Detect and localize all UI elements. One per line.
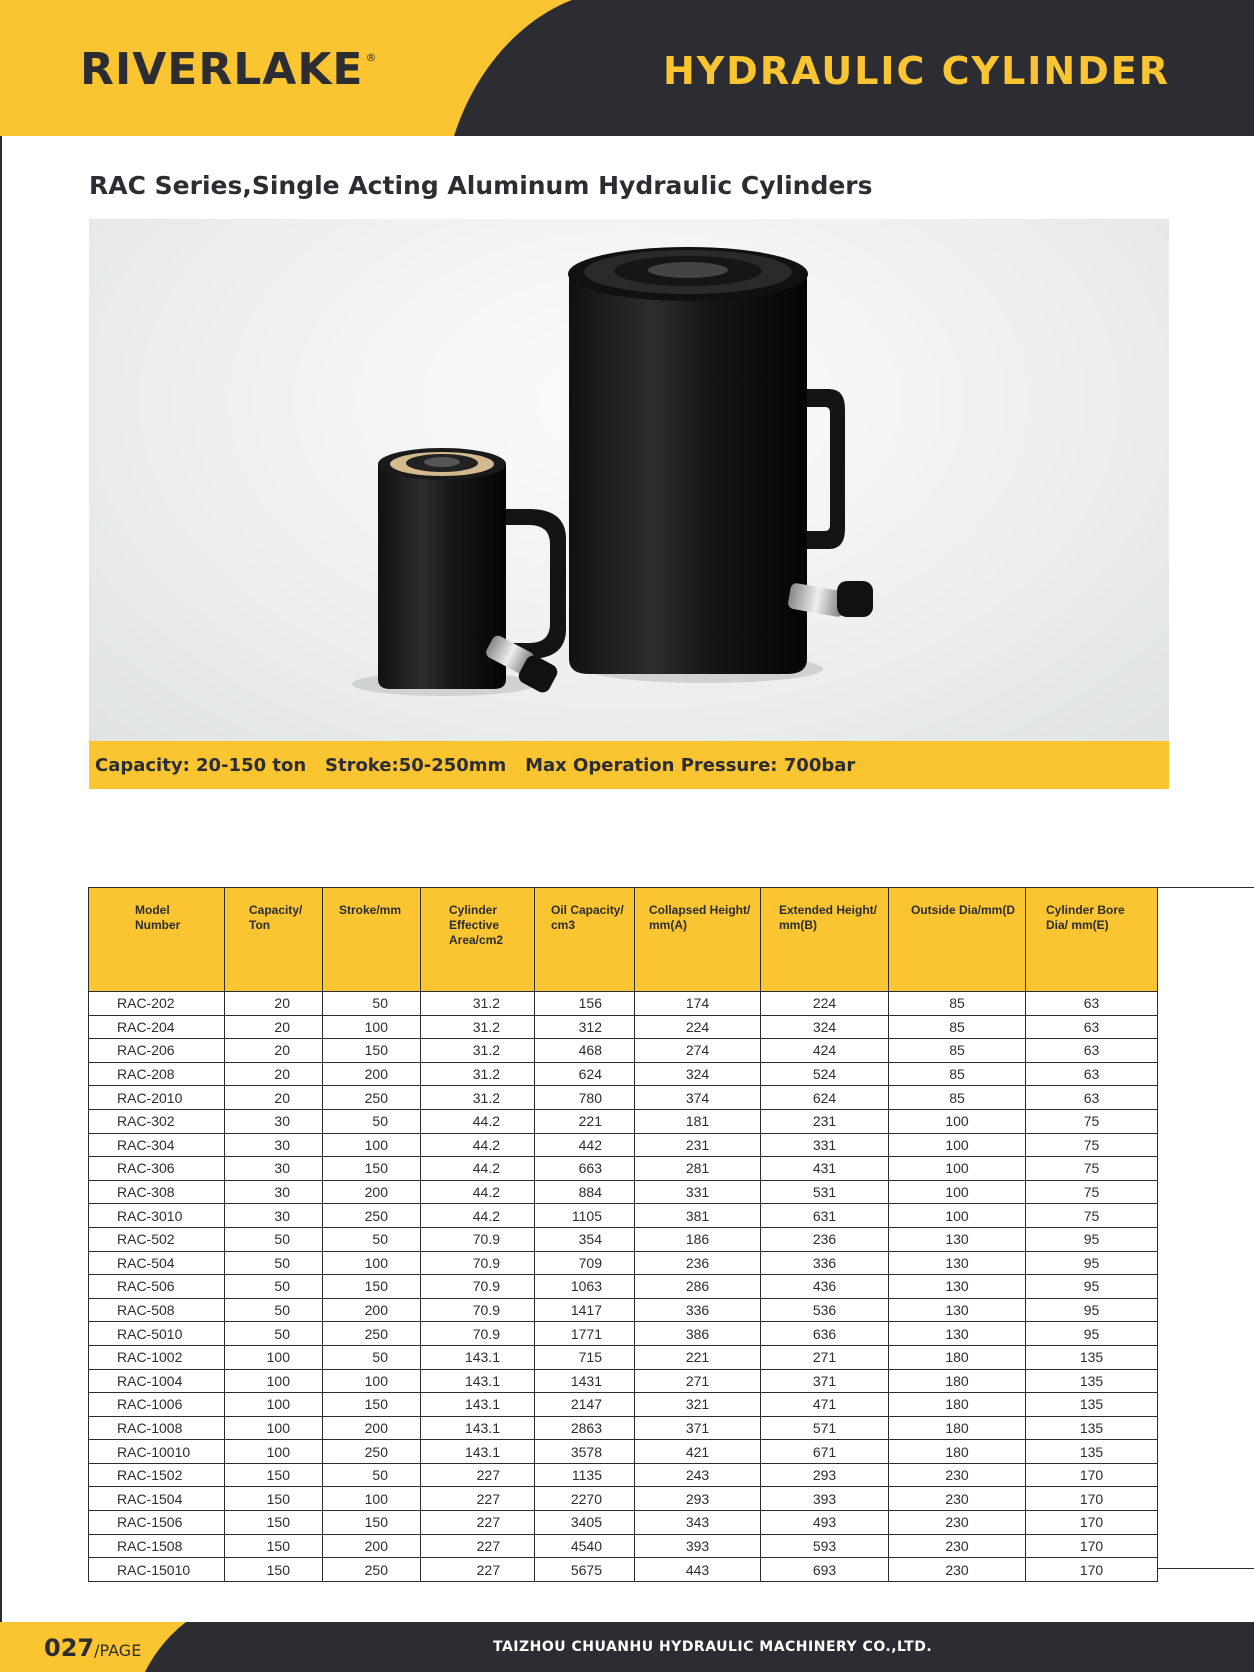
table-cell: 130 bbox=[889, 1275, 1026, 1299]
registered-mark: ® bbox=[365, 51, 378, 64]
table-cell: 386 bbox=[635, 1322, 761, 1346]
table-cell: 636 bbox=[761, 1322, 889, 1346]
table-cell: 20 bbox=[225, 1015, 323, 1039]
table-cell: 250 bbox=[323, 1204, 421, 1228]
table-cell: 671 bbox=[761, 1440, 889, 1464]
col-header-bore-dia: Cylinder Bore Dia/ mm(E) bbox=[1026, 888, 1158, 992]
table-cell: RAC-502 bbox=[89, 1227, 225, 1251]
col-header-capacity: Capacity/ Ton bbox=[225, 888, 323, 992]
table-cell: 150 bbox=[225, 1463, 323, 1487]
table-cell: 780 bbox=[535, 1086, 635, 1110]
table-cell: 293 bbox=[635, 1487, 761, 1511]
table-row bbox=[89, 1133, 1158, 1157]
table-cell: 30 bbox=[225, 1133, 323, 1157]
table-cell: 343 bbox=[635, 1511, 761, 1535]
table-cell: 44.2 bbox=[421, 1133, 535, 1157]
col-header-oil: Oil Capacity/ cm3 bbox=[535, 888, 635, 992]
table-row bbox=[89, 1275, 1158, 1299]
table-cell: 75 bbox=[1026, 1180, 1158, 1204]
table-cell: 70.9 bbox=[421, 1322, 535, 1346]
table-cell: 186 bbox=[635, 1227, 761, 1251]
table-cell: RAC-306 bbox=[89, 1157, 225, 1181]
table-cell: 50 bbox=[323, 1463, 421, 1487]
table-cell: RAC-202 bbox=[89, 992, 225, 1016]
table-cell: 85 bbox=[889, 1015, 1026, 1039]
table-cell: 1135 bbox=[535, 1463, 635, 1487]
table-cell: 44.2 bbox=[421, 1109, 535, 1133]
table-row bbox=[89, 1558, 1158, 1582]
table-cell: 200 bbox=[323, 1180, 421, 1204]
table-cell: 571 bbox=[761, 1416, 889, 1440]
table-cell: 436 bbox=[761, 1275, 889, 1299]
table-cell: 170 bbox=[1026, 1558, 1158, 1582]
table-cell: 150 bbox=[323, 1275, 421, 1299]
table-cell: 75 bbox=[1026, 1204, 1158, 1228]
table-cell: 331 bbox=[635, 1180, 761, 1204]
table-cell: RAC-1002 bbox=[89, 1345, 225, 1369]
page-subtitle: RAC Series,Single Acting Aluminum Hydraulic Cylinders bbox=[89, 171, 873, 200]
table-cell: 468 bbox=[535, 1039, 635, 1063]
table-cell: 274 bbox=[635, 1039, 761, 1063]
table-cell: 293 bbox=[761, 1463, 889, 1487]
table-cell: 20 bbox=[225, 1086, 323, 1110]
table-cell: 250 bbox=[323, 1322, 421, 1346]
table-cell: 143.1 bbox=[421, 1440, 535, 1464]
table-cell: 63 bbox=[1026, 992, 1158, 1016]
table-cell: 50 bbox=[225, 1322, 323, 1346]
table-cell: 135 bbox=[1026, 1393, 1158, 1417]
table-cell: 50 bbox=[225, 1275, 323, 1299]
table-cell: 100 bbox=[225, 1440, 323, 1464]
table-cell: RAC-2010 bbox=[89, 1086, 225, 1110]
table-cell: 70.9 bbox=[421, 1227, 535, 1251]
table-cell: 95 bbox=[1026, 1227, 1158, 1251]
table-cell: 221 bbox=[535, 1109, 635, 1133]
table-cell: 170 bbox=[1026, 1534, 1158, 1558]
table-cell: 281 bbox=[635, 1157, 761, 1181]
table-cell: 3405 bbox=[535, 1511, 635, 1535]
table-cell: 30 bbox=[225, 1204, 323, 1228]
table-cell: 336 bbox=[635, 1298, 761, 1322]
table-cell: 536 bbox=[761, 1298, 889, 1322]
table-row bbox=[89, 1086, 1158, 1110]
table-cell: 135 bbox=[1026, 1345, 1158, 1369]
table-cell: 130 bbox=[889, 1251, 1026, 1275]
table-row bbox=[89, 1345, 1158, 1369]
table-cell: 374 bbox=[635, 1086, 761, 1110]
table-cell: 1105 bbox=[535, 1204, 635, 1228]
table-cell: 884 bbox=[535, 1180, 635, 1204]
spec-bar bbox=[89, 741, 1169, 789]
table-cell: 150 bbox=[225, 1534, 323, 1558]
table-cell: 31.2 bbox=[421, 1015, 535, 1039]
table-cell: RAC-302 bbox=[89, 1109, 225, 1133]
page-number bbox=[44, 1636, 141, 1660]
table-cell: 524 bbox=[761, 1062, 889, 1086]
table-cell: 321 bbox=[635, 1393, 761, 1417]
table-cell: 20 bbox=[225, 992, 323, 1016]
table-cell: 20 bbox=[225, 1039, 323, 1063]
table-cell: 150 bbox=[323, 1511, 421, 1535]
table-cell: 63 bbox=[1026, 1062, 1158, 1086]
table-cell: 431 bbox=[761, 1157, 889, 1181]
table-cell: 236 bbox=[761, 1227, 889, 1251]
table-cell: 631 bbox=[761, 1204, 889, 1228]
table-cell: 227 bbox=[421, 1463, 535, 1487]
table-cell: 331 bbox=[761, 1133, 889, 1157]
table-cell: 663 bbox=[535, 1157, 635, 1181]
table-cell: RAC-1506 bbox=[89, 1511, 225, 1535]
table-cell: RAC-508 bbox=[89, 1298, 225, 1322]
header-title: HYDRAULIC CYLINDER bbox=[662, 49, 1170, 93]
spec-pressure: Max Operation Pressure: 700bar bbox=[525, 755, 856, 776]
table-cell: 2270 bbox=[535, 1487, 635, 1511]
spec-stroke: Stroke:50-250mm bbox=[325, 755, 507, 776]
table-cell: 1431 bbox=[535, 1369, 635, 1393]
table-cell: RAC-1504 bbox=[89, 1487, 225, 1511]
table-row bbox=[89, 1109, 1158, 1133]
table-cell: 393 bbox=[761, 1487, 889, 1511]
brand-name: RIVERLAKE bbox=[80, 44, 364, 95]
table-cell: 143.1 bbox=[421, 1345, 535, 1369]
table-row bbox=[89, 1463, 1158, 1487]
table-cell: 130 bbox=[889, 1227, 1026, 1251]
table-cell: 693 bbox=[761, 1558, 889, 1582]
table-row bbox=[89, 1511, 1158, 1535]
table-cell: 31.2 bbox=[421, 992, 535, 1016]
table-cell: 230 bbox=[889, 1487, 1026, 1511]
table-cell: 200 bbox=[323, 1062, 421, 1086]
table-row bbox=[89, 1062, 1158, 1086]
table-cell: 4540 bbox=[535, 1534, 635, 1558]
table-cell: 63 bbox=[1026, 1086, 1158, 1110]
table-cell: 31.2 bbox=[421, 1062, 535, 1086]
col-header-collapsed: Collapsed Height/ mm(A) bbox=[635, 888, 761, 992]
page-number-value: 027 bbox=[44, 1634, 95, 1662]
table-cell: 44.2 bbox=[421, 1157, 535, 1181]
table-row bbox=[89, 1416, 1158, 1440]
table-cell: 393 bbox=[635, 1534, 761, 1558]
table-cell: 70.9 bbox=[421, 1275, 535, 1299]
table-cell: 1417 bbox=[535, 1298, 635, 1322]
table-cell: 231 bbox=[635, 1133, 761, 1157]
table-cell: 50 bbox=[225, 1227, 323, 1251]
table-row bbox=[89, 1157, 1158, 1181]
table-cell: 135 bbox=[1026, 1416, 1158, 1440]
table-cell: 1771 bbox=[535, 1322, 635, 1346]
table-cell: 130 bbox=[889, 1298, 1026, 1322]
table-cell: 44.2 bbox=[421, 1180, 535, 1204]
table-cell: 100 bbox=[225, 1393, 323, 1417]
table-row bbox=[89, 992, 1158, 1016]
brand-logo bbox=[80, 44, 378, 95]
table-cell: 180 bbox=[889, 1393, 1026, 1417]
table-cell: 100 bbox=[889, 1109, 1026, 1133]
table-cell: 50 bbox=[323, 1109, 421, 1133]
table-cell: 371 bbox=[761, 1369, 889, 1393]
table-cell: 230 bbox=[889, 1558, 1026, 1582]
table-cell: RAC-504 bbox=[89, 1251, 225, 1275]
table-cell: 180 bbox=[889, 1369, 1026, 1393]
table-cell: 624 bbox=[535, 1062, 635, 1086]
table-cell: 150 bbox=[323, 1157, 421, 1181]
table-row bbox=[89, 1440, 1158, 1464]
table-cell: 70.9 bbox=[421, 1298, 535, 1322]
table-cell: 156 bbox=[535, 992, 635, 1016]
table-cell: 85 bbox=[889, 1062, 1026, 1086]
table-cell: RAC-1502 bbox=[89, 1463, 225, 1487]
table-cell: 180 bbox=[889, 1440, 1026, 1464]
table-row bbox=[89, 1180, 1158, 1204]
table-cell: 231 bbox=[761, 1109, 889, 1133]
table-cell: 95 bbox=[1026, 1298, 1158, 1322]
table-cell: 424 bbox=[761, 1039, 889, 1063]
table-cell: 100 bbox=[225, 1369, 323, 1393]
table-cell: 170 bbox=[1026, 1511, 1158, 1535]
table-cell: RAC-1006 bbox=[89, 1393, 225, 1417]
table-cell: 85 bbox=[889, 992, 1026, 1016]
table-cell: 286 bbox=[635, 1275, 761, 1299]
table-cell: 324 bbox=[635, 1062, 761, 1086]
table-cell: 150 bbox=[225, 1511, 323, 1535]
table-row bbox=[89, 1039, 1158, 1063]
table-cell: 312 bbox=[535, 1015, 635, 1039]
spec-capacity: Capacity: 20-150 ton bbox=[95, 755, 307, 776]
page-suffix: /PAGE bbox=[94, 1641, 142, 1660]
table-cell: 230 bbox=[889, 1534, 1026, 1558]
table-cell: RAC-10010 bbox=[89, 1440, 225, 1464]
table-cell: 143.1 bbox=[421, 1393, 535, 1417]
table-cell: 75 bbox=[1026, 1109, 1158, 1133]
table-cell: 135 bbox=[1026, 1369, 1158, 1393]
table-cell: 224 bbox=[761, 992, 889, 1016]
table-cell: 150 bbox=[323, 1393, 421, 1417]
table-cell: 100 bbox=[323, 1015, 421, 1039]
col-header-model: Model Number bbox=[89, 888, 225, 992]
table-cell: 1063 bbox=[535, 1275, 635, 1299]
table-cell: 221 bbox=[635, 1345, 761, 1369]
table-cell: RAC-308 bbox=[89, 1180, 225, 1204]
page-left-rule bbox=[0, 136, 2, 1626]
table-cell: 471 bbox=[761, 1393, 889, 1417]
col-header-area: Cylinder Effective Area/cm2 bbox=[421, 888, 535, 992]
table-cell: 531 bbox=[761, 1180, 889, 1204]
table-cell: 130 bbox=[889, 1322, 1026, 1346]
col-header-extended: Extended Height/ mm(B) bbox=[761, 888, 889, 992]
table-cell: RAC-204 bbox=[89, 1015, 225, 1039]
table-cell: 100 bbox=[323, 1369, 421, 1393]
table-cell: 180 bbox=[889, 1416, 1026, 1440]
table-row bbox=[89, 1204, 1158, 1228]
table-row bbox=[89, 1015, 1158, 1039]
table-cell: 2147 bbox=[535, 1393, 635, 1417]
table-cell: 180 bbox=[889, 1345, 1026, 1369]
table-body bbox=[89, 992, 1158, 1582]
table-cell: 20 bbox=[225, 1062, 323, 1086]
spec-table bbox=[88, 887, 1158, 1582]
table-cell: RAC-3010 bbox=[89, 1204, 225, 1228]
table-cell: 200 bbox=[323, 1534, 421, 1558]
table-cell: RAC-15010 bbox=[89, 1558, 225, 1582]
table-top-rule-extension bbox=[1157, 887, 1254, 888]
table-cell: 230 bbox=[889, 1511, 1026, 1535]
col-header-outside-dia: Outside Dia/mm(D bbox=[889, 888, 1026, 992]
table-cell: 143.1 bbox=[421, 1369, 535, 1393]
table-cell: 100 bbox=[323, 1133, 421, 1157]
table-cell: 271 bbox=[761, 1345, 889, 1369]
table-row bbox=[89, 1322, 1158, 1346]
table-cell: 200 bbox=[323, 1298, 421, 1322]
table-cell: 181 bbox=[635, 1109, 761, 1133]
table-cell: 250 bbox=[323, 1086, 421, 1110]
table-cell: 70.9 bbox=[421, 1251, 535, 1275]
table-row bbox=[89, 1534, 1158, 1558]
table-cell: 150 bbox=[225, 1487, 323, 1511]
table-row bbox=[89, 1369, 1158, 1393]
table-cell: 271 bbox=[635, 1369, 761, 1393]
table-cell: 75 bbox=[1026, 1157, 1158, 1181]
table-header-row bbox=[89, 888, 1158, 992]
table-row bbox=[89, 1298, 1158, 1322]
table-cell: 354 bbox=[535, 1227, 635, 1251]
table-cell: 371 bbox=[635, 1416, 761, 1440]
table-cell: 170 bbox=[1026, 1463, 1158, 1487]
table-cell: 95 bbox=[1026, 1322, 1158, 1346]
table-row bbox=[89, 1393, 1158, 1417]
table-cell: 174 bbox=[635, 992, 761, 1016]
table-cell: 5675 bbox=[535, 1558, 635, 1582]
table-cell: 100 bbox=[889, 1204, 1026, 1228]
table-cell: 150 bbox=[225, 1558, 323, 1582]
table-cell: 709 bbox=[535, 1251, 635, 1275]
table-cell: 170 bbox=[1026, 1487, 1158, 1511]
table-cell: 381 bbox=[635, 1204, 761, 1228]
table-cell: 443 bbox=[635, 1558, 761, 1582]
table-cell: 715 bbox=[535, 1345, 635, 1369]
table-cell: 100 bbox=[323, 1487, 421, 1511]
table-cell: 85 bbox=[889, 1086, 1026, 1110]
spec-table-wrapper bbox=[88, 887, 1158, 1582]
table-cell: RAC-1508 bbox=[89, 1534, 225, 1558]
table-cell: 31.2 bbox=[421, 1086, 535, 1110]
table-cell: 593 bbox=[761, 1534, 889, 1558]
table-cell: 50 bbox=[225, 1251, 323, 1275]
table-cell: RAC-206 bbox=[89, 1039, 225, 1063]
table-cell: 227 bbox=[421, 1511, 535, 1535]
table-cell: 236 bbox=[635, 1251, 761, 1275]
table-cell: 63 bbox=[1026, 1015, 1158, 1039]
table-cell: RAC-304 bbox=[89, 1133, 225, 1157]
table-cell: 50 bbox=[323, 1345, 421, 1369]
table-cell: 30 bbox=[225, 1180, 323, 1204]
table-cell: 2863 bbox=[535, 1416, 635, 1440]
table-cell: 95 bbox=[1026, 1275, 1158, 1299]
table-cell: 143.1 bbox=[421, 1416, 535, 1440]
table-cell: 324 bbox=[761, 1015, 889, 1039]
table-cell: 85 bbox=[889, 1039, 1026, 1063]
table-row bbox=[89, 1227, 1158, 1251]
table-bottom-rule-extension bbox=[1157, 1568, 1254, 1569]
table-cell: 100 bbox=[889, 1180, 1026, 1204]
table-cell: 336 bbox=[761, 1251, 889, 1275]
table-cell: 224 bbox=[635, 1015, 761, 1039]
table-cell: 624 bbox=[761, 1086, 889, 1110]
table-cell: 493 bbox=[761, 1511, 889, 1535]
table-cell: 442 bbox=[535, 1133, 635, 1157]
table-cell: 44.2 bbox=[421, 1204, 535, 1228]
table-cell: 100 bbox=[225, 1416, 323, 1440]
table-row bbox=[89, 1251, 1158, 1275]
table-cell: 75 bbox=[1026, 1133, 1158, 1157]
table-cell: 227 bbox=[421, 1558, 535, 1582]
table-cell: 250 bbox=[323, 1558, 421, 1582]
table-cell: RAC-5010 bbox=[89, 1322, 225, 1346]
table-cell: 50 bbox=[225, 1298, 323, 1322]
table-cell: 100 bbox=[889, 1133, 1026, 1157]
table-cell: 31.2 bbox=[421, 1039, 535, 1063]
table-cell: 63 bbox=[1026, 1039, 1158, 1063]
spec-text bbox=[95, 755, 855, 776]
table-cell: 100 bbox=[323, 1251, 421, 1275]
table-cell: 50 bbox=[323, 1227, 421, 1251]
table-cell: 243 bbox=[635, 1463, 761, 1487]
hydraulic-cylinders-illustration bbox=[89, 219, 1169, 741]
table-cell: 250 bbox=[323, 1440, 421, 1464]
table-cell: RAC-1004 bbox=[89, 1369, 225, 1393]
table-cell: RAC-1008 bbox=[89, 1416, 225, 1440]
table-cell: 95 bbox=[1026, 1251, 1158, 1275]
table-cell: 100 bbox=[225, 1345, 323, 1369]
table-cell: 200 bbox=[323, 1416, 421, 1440]
table-cell: RAC-506 bbox=[89, 1275, 225, 1299]
product-photo bbox=[89, 219, 1169, 741]
table-cell: 150 bbox=[323, 1039, 421, 1063]
table-cell: 421 bbox=[635, 1440, 761, 1464]
table-cell: 135 bbox=[1026, 1440, 1158, 1464]
table-cell: 227 bbox=[421, 1534, 535, 1558]
company-name: TAIZHOU CHUANHU HYDRAULIC MACHINERY CO.,LTD. bbox=[493, 1639, 933, 1655]
table-cell: 3578 bbox=[535, 1440, 635, 1464]
table-cell: 30 bbox=[225, 1157, 323, 1181]
table-cell: 50 bbox=[323, 992, 421, 1016]
table-cell: RAC-208 bbox=[89, 1062, 225, 1086]
table-row bbox=[89, 1487, 1158, 1511]
table-cell: 230 bbox=[889, 1463, 1026, 1487]
col-header-stroke: Stroke/mm bbox=[323, 888, 421, 992]
table-cell: 30 bbox=[225, 1109, 323, 1133]
table-cell: 227 bbox=[421, 1487, 535, 1511]
table-cell: 100 bbox=[889, 1157, 1026, 1181]
